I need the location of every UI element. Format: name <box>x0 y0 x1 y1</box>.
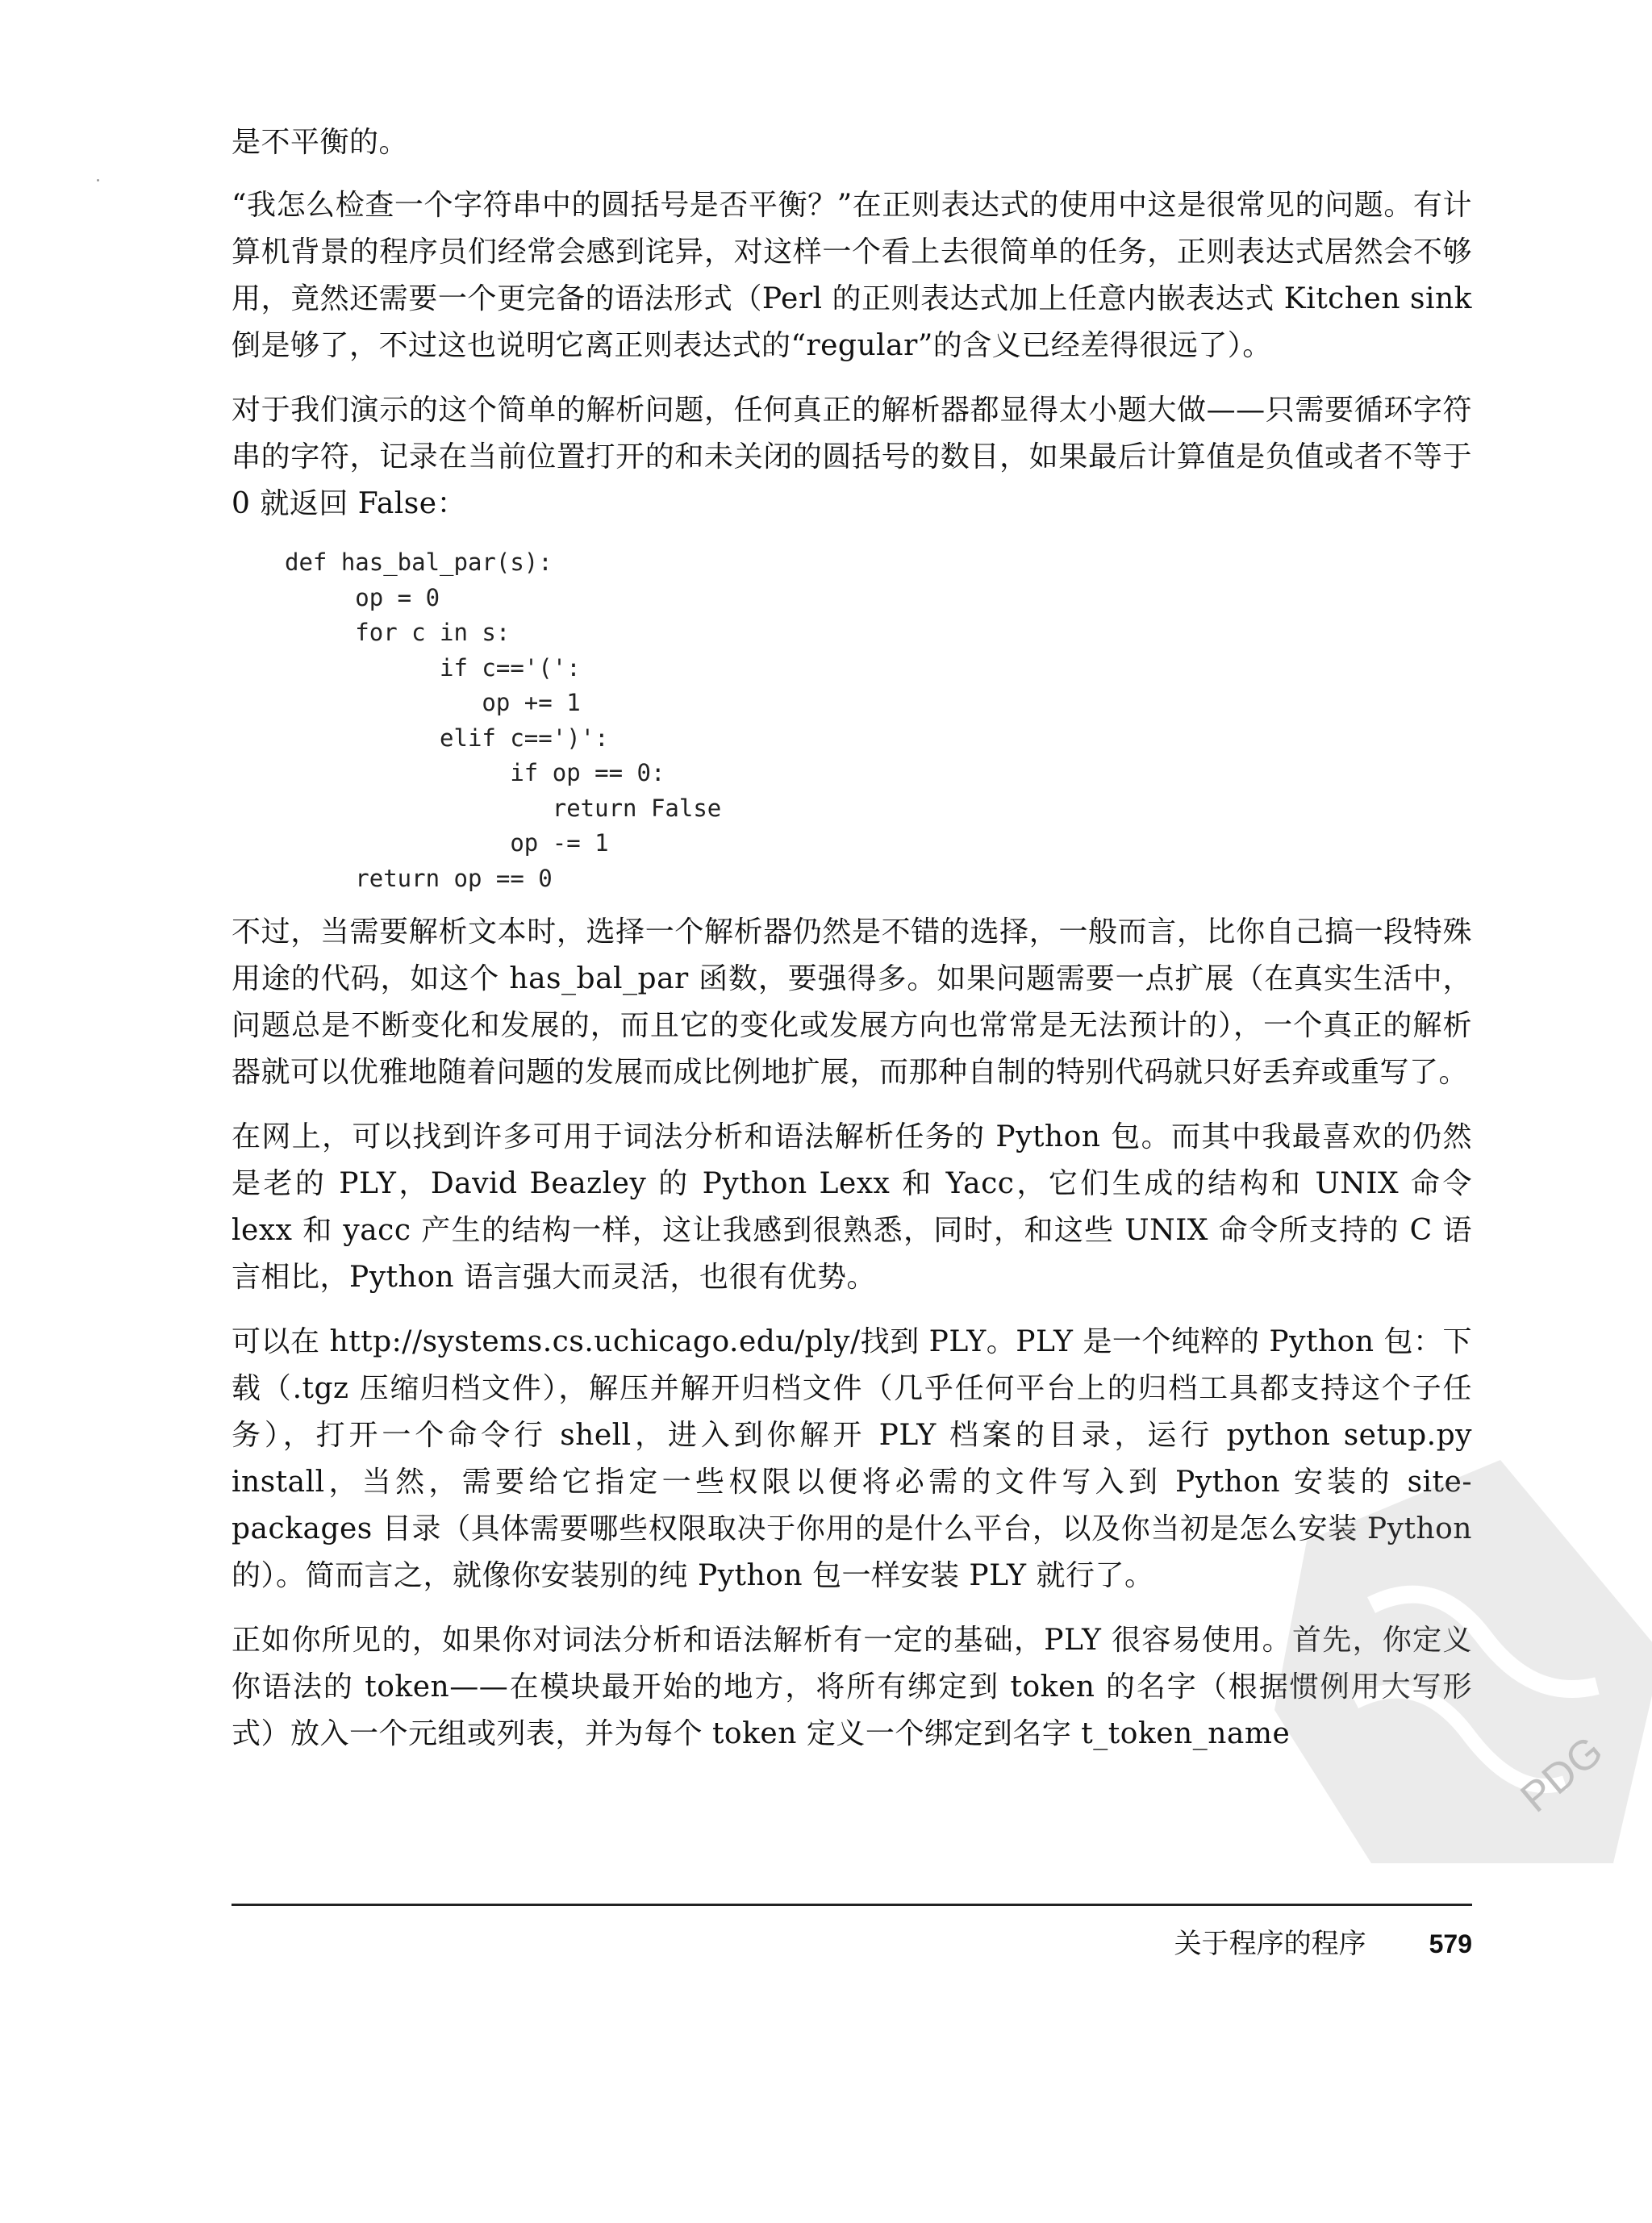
paragraph-4: 不过，当需要解析文本时，选择一个解析器仍然是不错的选择，一般而言，比你自己搞一段特殊用途的代码，如这个 has_bal_par 函数，要强得多。如果问题需要一点扩展（在真实生活中，问题总是不断变化和发展的，而且它的变化或发展方向也常常是无法预计的），一个真正的解析器就可以优雅地随着问题的发展而成比例地扩展，而那种自制的特别代码就只好丢弃或重写了。 <box>232 915 1472 1089</box>
footer-rule <box>232 1904 1472 1906</box>
footer-section-title: 关于程序的程序 <box>1174 1928 1366 1960</box>
page-footer <box>1174 1928 1472 1960</box>
watermark-seal-icon <box>1258 1444 1652 1879</box>
watermark-text: PDG <box>1512 1727 1612 1822</box>
paragraph-3: 对于我们演示的这个简单的解析问题，任何真正的解析器都显得太小题大做——只需要循环字符串的字符，记录在当前位置打开的和未关闭的圆括号的数目，如果最后计算值是负值或者不等于 0 就返回 False： <box>232 394 1472 520</box>
paragraph-1: 是不平衡的。 <box>232 126 409 159</box>
paragraph-6: 可以在 http://systems.cs.uchicago.edu/ply/找到 PLY。PLY 是一个纯粹的 Python 包：下载（.tgz 压缩归档文件），解压并解开归档文件（几乎任何平台上的归档工具都支持这个子任务），打开一个命令行 shell，进入到你解开 PLY 档案的目录，运行 python setup.py install，当然，需要给它指定一些权限以便将必需的文件写入到 Python 安装的 site-packages 目录（具体需要哪些权限取决于你用的是什么平台，以及你当初是怎么安装 Python 的）。简而言之，就像你安装别的纯 Python 包一样安装 PLY 就行了。 <box>232 1325 1472 1592</box>
paragraph-2: “我怎么检查一个字符串中的圆括号是否平衡？”在正则表达式的使用中这是很常见的问题。有计算机背景的程序员们经常会感到诧异，对这样一个看上去很简单的任务，正则表达式居然会不够用，竟然还需要一个更完备的语法形式（Perl 的正则表达式加上任意内嵌表达式 Kitchen sink 倒是够了，不过这也说明它离正则表达式的“regular”的含义已经差得很远了）。 <box>232 189 1472 362</box>
code-listing: def has_bal_par(s): op = 0 for c in s: if c=='(': op += 1 elif c==')': if op == 0: return False op -= 1 return op == 0 <box>285 548 722 892</box>
paragraph-7: 正如你所见的，如果你对词法分析和语法解析有一定的基础，PLY 很容易使用。首先，你定义你语法的 token——在模块最开始的地方，将所有绑定到 token 的名字（根据惯例用大写形式）放入一个元组或列表，并为每个 token 定义一个绑定到名字 t_token_name <box>232 1624 1472 1750</box>
scan-speck <box>97 179 99 181</box>
paragraph-5: 在网上，可以找到许多可用于词法分析和语法解析任务的 Python 包。而其中我最喜欢的仍然是老的 PLY，David Beazley 的 Python Lexx 和 Yacc，它们生成的结构和 UNIX 命令 lexx 和 yacc 产生的结构一样，这让我感到很熟悉，同时，和这些 UNIX 命令所支持的 C 语言相比，Python 语言强大而灵活，也很有优势。 <box>232 1120 1472 1294</box>
page-number: 579 <box>1429 1929 1472 1958</box>
